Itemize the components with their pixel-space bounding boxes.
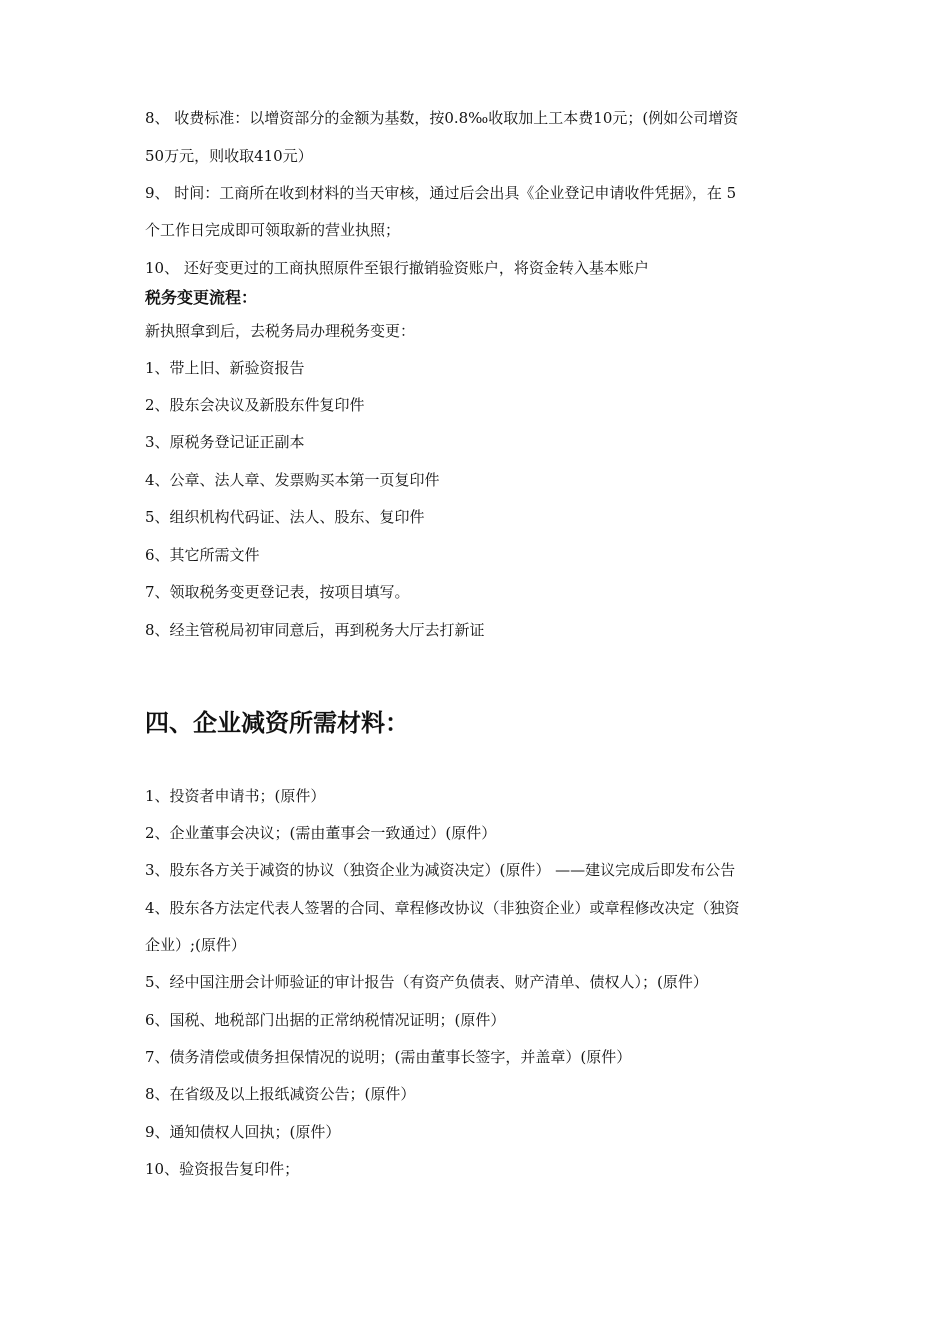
time-line-2: 个工作日完成即可领取新的营业执照； <box>145 221 401 239</box>
reduction-item-7: 7、债务清偿或债务担保情况的说明；(需由董事长签字，并盖章）(原件） <box>145 1048 632 1066</box>
tax-change-item: 1、带上旧、新验资报告 <box>145 359 305 377</box>
tax-change-item: 2、股东会决议及新股东件复印件 <box>145 396 365 414</box>
fee-standard-line-2: 50万元，则收取410元） <box>145 147 313 165</box>
reduction-item-5: 5、经中国注册会计师验证的审计报告（有资产负债表、财产清单、债权人）；(原件） <box>145 973 708 991</box>
tax-change-item: 4、公章、法人章、发票购买本第一页复印件 <box>145 471 440 489</box>
tax-change-item: 5、组织机构代码证、法人、股东、复印件 <box>145 508 425 526</box>
tax-change-item: 3、原税务登记证正副本 <box>145 433 305 451</box>
tax-change-intro: 新执照拿到后，去税务局办理税务变更： <box>145 322 416 340</box>
tax-change-item: 7、领取税务变更登记表，按项目填写。 <box>145 583 410 601</box>
tax-change-heading: 税务变更流程： <box>145 288 258 307</box>
fee-standard-line-1: 8、 收费标准：以增资部分的金额为基数，按0.8‰收取加上工本费10元；(例如公司增资 <box>145 109 739 127</box>
reduction-item-2: 2、企业董事会决议；(需由董事会一致通过）(原件） <box>145 824 497 842</box>
reduction-item-8: 8、在省级及以上报纸减资公告；(原件） <box>145 1085 416 1103</box>
bank-account-line: 10、 还好变更过的工商执照原件至银行撤销验资账户，将资金转入基本账户 <box>145 259 649 277</box>
time-line-1: 9、 时间：工商所在收到材料的当天审核，通过后会出具《企业登记申请收件凭据》，在 5 <box>145 184 737 202</box>
reduction-item-3: 3、股东各方关于减资的协议（独资企业为减资决定）(原件） ——建议完成后即发布公告 <box>145 861 736 879</box>
reduction-item-9: 9、通知债权人回执；(原件） <box>145 1123 341 1141</box>
section-4-title: 四、企业减资所需材料： <box>145 709 409 737</box>
reduction-item-10: 10、验资报告复印件； <box>145 1160 300 1178</box>
reduction-item-4-line-2: 企业）;(原件） <box>145 936 246 954</box>
tax-change-item: 6、其它所需文件 <box>145 546 260 564</box>
tax-change-item: 8、经主管税局初审同意后，再到税务大厅去打新证 <box>145 621 485 639</box>
reduction-item-6: 6、国税、地税部门出据的正常纳税情况证明；(原件） <box>145 1011 506 1029</box>
reduction-item-4-line-1: 4、股东各方法定代表人签署的合同、章程修改协议（非独资企业）或章程修改决定（独资 <box>145 899 740 917</box>
reduction-item-1: 1、投资者申请书；(原件） <box>145 787 326 805</box>
